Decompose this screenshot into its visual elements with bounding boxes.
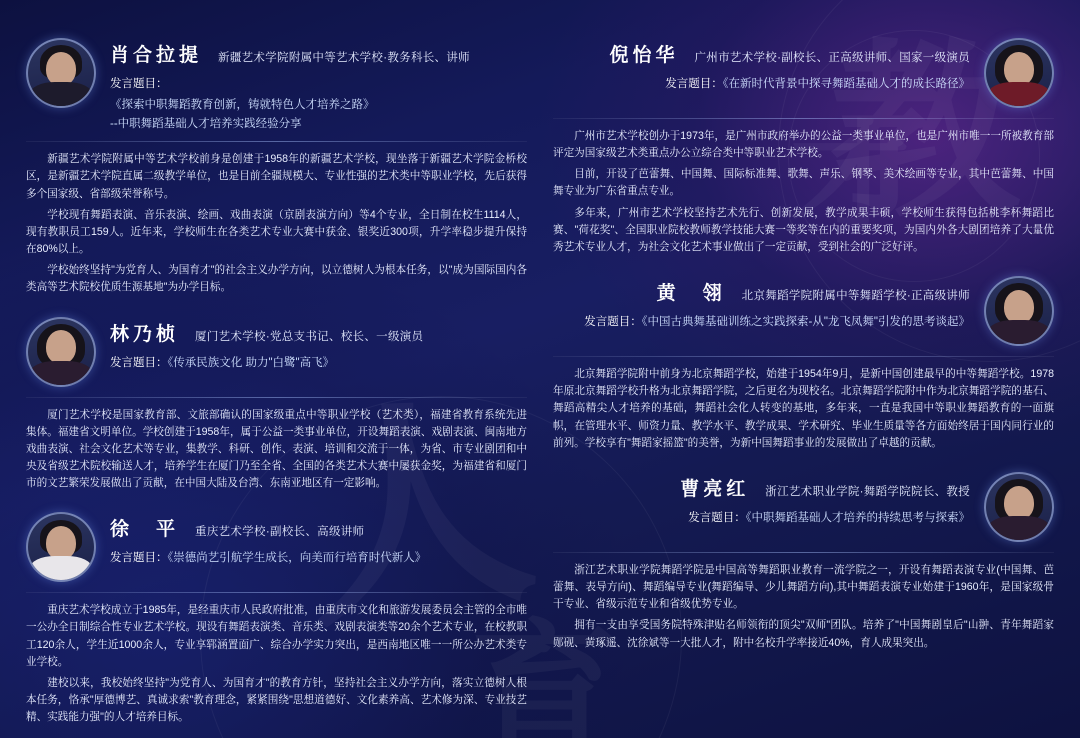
speaker-name: 倪怡华 <box>609 45 679 66</box>
topic-text: 《传承民族文化 助力"白鹭"高飞》 <box>167 356 335 369</box>
bio-paragraph: 目前，开设了芭蕾舞、中国舞、国际标准舞、歌舞、声乐、钢琴、美术绘画等专业，其中芭蕾舞、中国舞专业为广东省重点专业。 <box>553 168 1054 198</box>
topic-subtext: --中职舞蹈基础人才培养实践经验分享 <box>110 118 302 131</box>
speaker-bio <box>553 366 1054 452</box>
speaker-header <box>26 512 527 582</box>
speaker-title: 广州市艺术学校·副校长、正高级讲师、国家一级演员 <box>694 52 970 64</box>
speaker-title: 北京舞蹈学院附属中等舞蹈学校·正高级讲师 <box>741 290 970 303</box>
speaker-info <box>553 472 970 527</box>
topic-text: 《中国古典舞基础训练之实践探索-从"龙飞凤舞"引发的思考谈起》 <box>641 316 970 329</box>
speaker-topic <box>110 76 527 93</box>
speaker-title: 厦门艺术学校·党总支书记、校长、一级演员 <box>195 330 424 343</box>
speaker-bio <box>26 407 527 493</box>
topic-text: 《中职舞蹈基础人才培养的持续思考与探索》 <box>745 511 970 524</box>
speaker-title: 浙江艺术职业学院·舞蹈学院院长、教授 <box>765 485 970 498</box>
divider <box>553 118 1054 119</box>
speaker-name-row <box>553 474 970 501</box>
bio-paragraph: 北京舞蹈学院附中前身为北京舞蹈学校，始建于1954年9月，是新中国创建最早的中等舞蹈学校。1978年原北京舞蹈学校升格为北京舞蹈学院，之后更名为现校名。北京舞蹈学院附中作为北京舞蹈学院的基石、舞蹈高精尖人才培养的基础，舞蹈社会化人转变的基地，多年来，一直是我国中等职业舞蹈教育的一面旗帜，在管理水平、师资力量、教学水平、教学成果、学术研究、毕业生质量等各方面始终居于国内同行业的前列。学校享有"舞蹈家摇篮"的美誉，为新中国舞蹈事业的发展做出了卓越的贡献。 <box>553 368 1054 449</box>
speaker-entry <box>553 38 1054 260</box>
speaker-topic <box>553 314 970 331</box>
bio-paragraph: 广州市艺术学校创办于1973年，是广州市政府举办的公益一类事业单位，也是广州市唯一一所被教育部评定为国家级艺术类重点办公立综合类中等职业艺术学校。 <box>553 130 1054 160</box>
topic-label: 发言题目： <box>665 78 723 90</box>
speaker-topic <box>553 76 970 93</box>
speaker-name: 黄 翎 <box>656 283 726 305</box>
speaker-name-row <box>553 278 970 305</box>
divider <box>553 356 1054 357</box>
speaker-name: 肖合拉提 <box>110 45 203 66</box>
bio-paragraph: 新疆艺术学院附属中等艺术学校前身是创建于1958年的新疆艺术学校，现坐落于新疆艺术学院金桥校区，是新疆艺术学院直属二级教学单位，也是目前全疆规模大、专业性强的艺术类中等职业学校，先后获得多个国家级、省部级荣誉称号。 <box>26 153 527 200</box>
speaker-entry <box>26 317 527 497</box>
topic-label: 发言题目： <box>584 316 642 329</box>
speaker-info <box>553 276 970 331</box>
bio-paragraph: 建校以来，我校始终坚持"为党育人、为国育才"的教育方针，坚持社会主义办学方向，落实立德树人根本任务，恪承"厚德博艺、真诚求索"教育理念，紧紧围绕"思想道德好、文化素养高、艺术修为深、专业技艺精、实践能力强"的人才培养目标。 <box>26 676 527 724</box>
divider <box>553 552 1054 553</box>
speaker-entry <box>26 38 527 301</box>
avatar <box>984 38 1054 108</box>
speaker-bio <box>26 151 527 296</box>
speaker-entry <box>553 472 1054 656</box>
speaker-info <box>110 512 527 567</box>
speaker-name-row <box>553 40 970 67</box>
speaker-name: 徐 平 <box>110 519 180 541</box>
bio-paragraph: 学校现有舞蹈表演、音乐表演、绘画、戏曲表演（京剧表演方向）等4个专业，全日制在校生1114人，现有教职员工159人。近年来，学校师生在各类艺术专业大赛中获金、银奖近300项，升学率稳步提升保持在80%以上。 <box>26 208 527 256</box>
bio-paragraph: 拥有一支由享受国务院特殊津贴名师领衔的顶尖"双师"团队。培养了"中国舞剧皇后"山翀、青年舞蹈家郧砚、黄琢遥、沈徐斌等一大批人才，附中名校升学率接近40%，育人成果突出。 <box>553 619 1054 649</box>
speaker-name-row <box>110 40 527 67</box>
speaker-name-row <box>110 319 527 346</box>
bio-paragraph: 多年来，广州市艺术学校坚持艺术先行、创新发展，教学成果丰硕，学校师生获得包括桃李杯舞蹈比赛、"荷花奖"、全国职业院校教师教学技能大赛一等奖等在内的重要奖项，为国内外各大剧团培养了大量优秀艺术专业人才，为社会文化艺术事业做出了一定贡献，受到社会的广泛好评。 <box>553 206 1054 253</box>
topic-text: 《探索中职舞蹈教育创新，铸就特色人才培养之路》 <box>110 99 375 112</box>
speaker-info <box>110 317 527 372</box>
speaker-header <box>553 38 1054 108</box>
left-column <box>26 38 527 724</box>
speaker-bio <box>553 562 1054 652</box>
speaker-name: 林乃桢 <box>110 323 180 345</box>
speaker-info <box>553 38 970 93</box>
topic-label: 发言题目： <box>688 511 746 524</box>
avatar <box>26 38 96 108</box>
avatar <box>26 317 96 387</box>
avatar <box>984 472 1054 542</box>
avatar <box>26 512 96 582</box>
divider <box>26 592 527 593</box>
speaker-topic <box>553 510 970 527</box>
speaker-bio <box>26 602 527 726</box>
bio-paragraph: 浙江艺术职业学院舞蹈学院是中国高等舞蹈职业教育一流学院之一，开设有舞蹈表演专业(中国舞、芭蕾舞、表导方向)、舞蹈编导专业(舞蹈编导、少儿舞蹈方向),其中舞蹈表演专业始建于1960年，是国家级骨干专业、省级示范专业和省级优势专业。 <box>553 563 1054 611</box>
topic-label: 发言题目： <box>110 356 168 369</box>
speaker-entry <box>553 276 1054 456</box>
speaker-header <box>553 472 1054 542</box>
right-column <box>553 38 1054 718</box>
avatar <box>984 276 1054 346</box>
topic-text: 《崇德尚艺引航学生成长，向美而行培育时代新人》 <box>167 552 427 565</box>
divider <box>26 397 527 398</box>
speaker-header <box>26 317 527 387</box>
bio-paragraph: 重庆艺术学校成立于1985年，是经重庆市人民政府批准，由重庆市文化和旅游发展委员会主管的全市唯一公办全日制综合性专业艺术学校。现设有舞蹈表演类、音乐类、戏剧表演类等20余个艺术专业，在校教职工120余人，学生近1000余人，专业享郓涵置面广、综合办学实力突出，是西南地区唯一一所公办艺术类专业学校。 <box>26 604 527 668</box>
speaker-topic <box>110 355 527 372</box>
bio-paragraph: 学校始终坚持"为党育人、为国育才"的社会主义办学方向，以立德树人为根本任务，以"成为国际国内各类高等艺术院校优质生源基地"为办学目标。 <box>26 264 527 294</box>
speaker-name-row <box>110 514 527 541</box>
topic-text: 《在新时代背景中探寻舞蹈基础人才的成长路径》 <box>722 78 970 90</box>
speaker-header <box>553 276 1054 346</box>
topic-label: 发言题目： <box>110 78 168 90</box>
topic-label: 发言题目： <box>110 552 168 565</box>
divider <box>26 141 527 142</box>
speaker-bio <box>553 128 1054 256</box>
speaker-topic <box>110 550 527 567</box>
speaker-entry <box>26 512 527 730</box>
speaker-title: 重庆艺术学校·副校长、高级讲师 <box>195 526 365 539</box>
speaker-title: 新疆艺术学院附属中等艺术学校·教务科长、讲师 <box>218 52 470 64</box>
speaker-name: 曹亮红 <box>680 478 750 500</box>
speaker-info <box>110 38 527 131</box>
speaker-header <box>26 38 527 131</box>
bio-paragraph: 厦门艺术学校是国家教育部、文旅部确认的国家级重点中等职业学校（艺术类），福建省教育系统先进集体。福建省文明单位。学校创建于1958年，属于公益一类事业单位，开设舞蹈表演、戏剧表演、闽南地方戏曲表演、社会文化艺术等专业，集教学、科研、创作、表演、培训和交流于一体，为省、市专业剧团和中央及省级艺术院校输送人才，培养学生在厦门乃至全省、全国的各类艺术大赛中屡获金奖，为福建省和厦门市的文艺繁荣发展做出了贡献，在中国大陆及台湾、东南亚地区有一定影响。 <box>26 408 527 490</box>
